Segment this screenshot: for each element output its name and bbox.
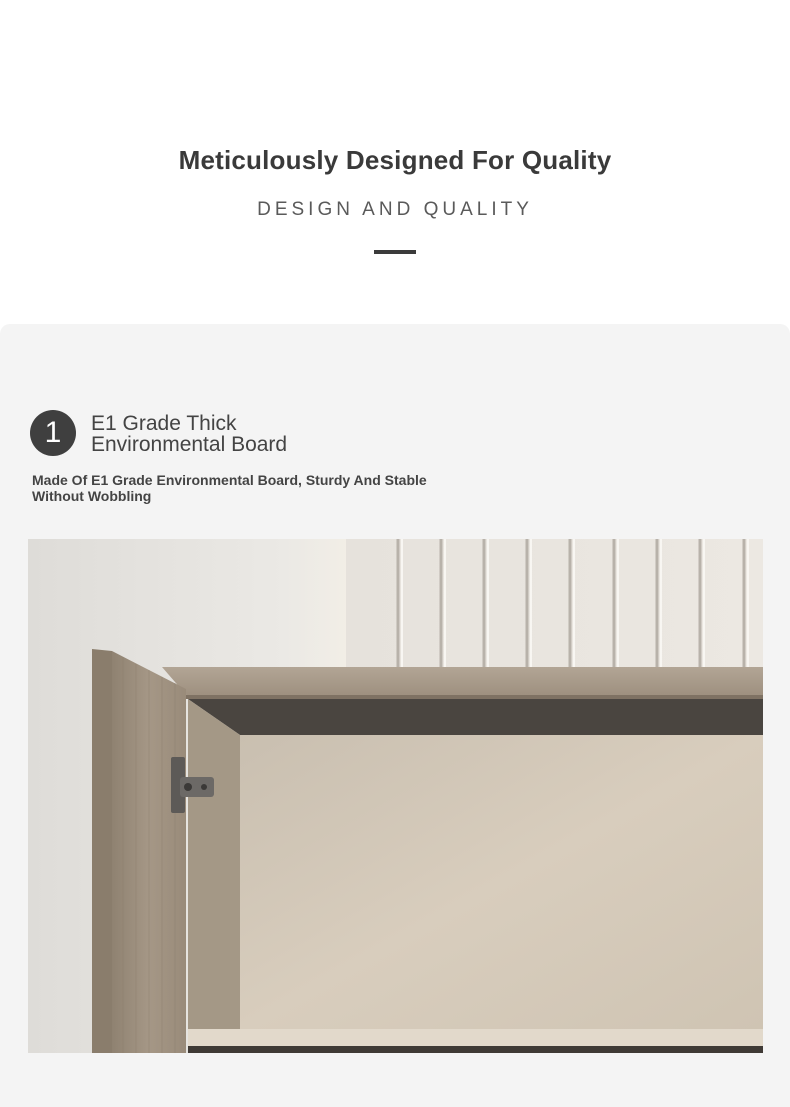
section-headline: Meticulously Designed For Quality bbox=[178, 145, 612, 175]
section-header bbox=[0, 0, 790, 324]
section-subhead: DESIGN AND QUALITY bbox=[257, 199, 533, 220]
feature-number-badge: 1 bbox=[30, 410, 76, 456]
feature-description-line1: Made Of E1 Grade Environmental Board, Sturdy And Stable bbox=[32, 472, 427, 488]
feature-title bbox=[91, 413, 391, 455]
feature-title-line1: E1 Grade Thick bbox=[91, 412, 237, 435]
feature-title-line2: Environmental Board bbox=[91, 433, 288, 456]
cabinet-product-photo bbox=[28, 539, 763, 1053]
feature-description bbox=[32, 472, 462, 504]
feature-description-line2: Without Wobbling bbox=[32, 488, 152, 504]
header-divider bbox=[374, 250, 416, 254]
